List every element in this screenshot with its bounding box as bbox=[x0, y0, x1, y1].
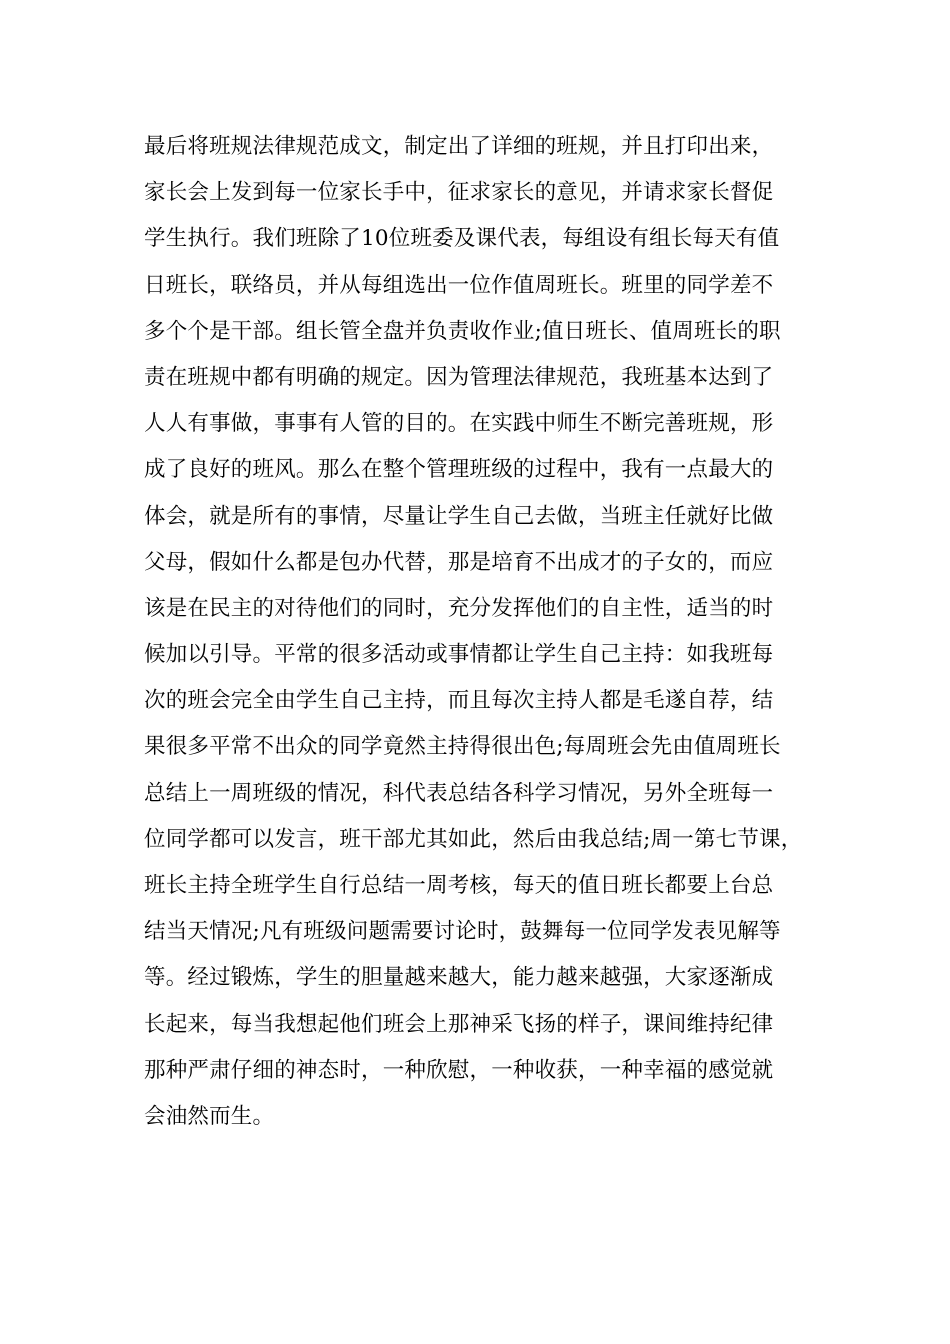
body-paragraph bbox=[144, 134, 844, 1150]
text-line: 家长会上发到每一位家长手中，征求家长的意见，并请求家长督促 bbox=[144, 180, 774, 206]
text-line: 该是在民主的对待他们的同时，充分发挥他们的自主性，适当的时 bbox=[144, 595, 774, 621]
text-line: 学生执行。我们班除了10位班委及课代表，每组设有组长每天有值 bbox=[144, 226, 780, 252]
text-line: 班长主持全班学生自行总结一周考核，每天的值日班长都要上台总 bbox=[144, 873, 774, 898]
text-line: 结当天情况;凡有班级问题需要讨论时，鼓舞每一位同学发表见解等 bbox=[144, 919, 781, 945]
text-line: 等。经过锻炼，学生的胆量越来越大，能力越来越强，大家逐渐成 bbox=[144, 965, 774, 991]
text-line: 候加以引导。平常的很多活动或事情都让学生自己主持：如我班每 bbox=[144, 642, 774, 668]
text-line: 总结上一周班级的情况，科代表总结各科学习情况，另外全班每一 bbox=[144, 780, 774, 806]
text-line: 责在班规中都有明确的规定。因为管理法律规范，我班基本达到了 bbox=[144, 364, 774, 390]
text-line: 多个个是干部。组长管全盘并负责收作业;值日班长、值周班长的职 bbox=[144, 318, 781, 344]
text-line: 次的班会完全由学生自己主持，而且每次主持人都是毛遂自荐，结 bbox=[144, 688, 774, 714]
text-line: 长起来，每当我想起他们班会上那神采飞扬的样子，课间维持纪律 bbox=[144, 1011, 774, 1037]
text-line: 体会，就是所有的事情，尽量让学生自己去做，当班主任就好比做 bbox=[144, 503, 774, 529]
text-line: 那种严肃仔细的神态时，一种欣慰，一种收获，一种幸福的感觉就 bbox=[144, 1057, 774, 1083]
text-line: 位同学都可以发言，班干部尤其如此，然后由我总结;周一第七节课， bbox=[144, 826, 803, 852]
text-line: 日班长，联络员，并从每组选出一位作值周班长。班里的同学差不 bbox=[144, 272, 774, 298]
text-line: 父母，假如什么都是包办代替，那是培育不出成才的子女的，而应 bbox=[144, 549, 774, 575]
text-line: 会油然而生。 bbox=[144, 1103, 275, 1129]
text-line: 成了良好的班风。那么在整个管理班级的过程中，我有一点最大的 bbox=[144, 457, 774, 483]
text-line: 果很多平常不出众的同学竟然主持得很出色;每周班会先由值周班长 bbox=[144, 734, 781, 760]
text-line: 人人有事做，事事有人管的目的。在实践中师生不断完善班规，形 bbox=[144, 411, 774, 437]
text-line: 最后将班规法律规范成文，制定出了详细的班规，并且打印出来， bbox=[144, 134, 774, 159]
